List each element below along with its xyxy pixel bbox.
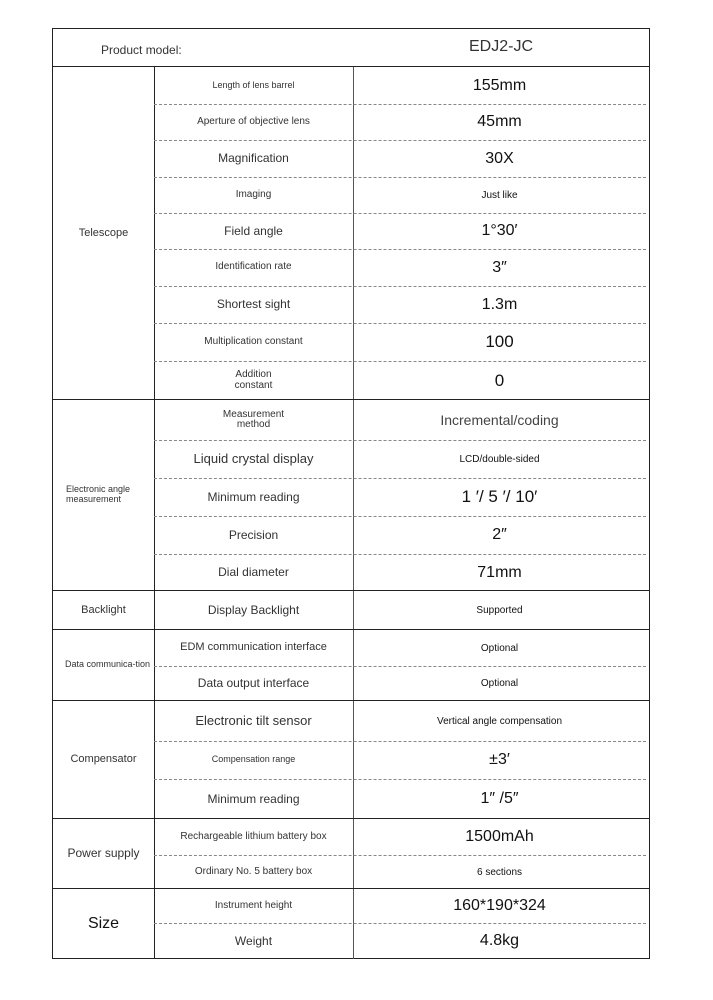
table-row bbox=[154, 177, 646, 214]
param-label: Data output interface bbox=[197, 676, 310, 691]
param-label: Shortest sight bbox=[216, 297, 291, 312]
param-label: Liquid crystal display bbox=[193, 451, 314, 467]
group-size bbox=[53, 889, 649, 959]
param-label: Instrument height bbox=[214, 899, 293, 911]
table-row bbox=[154, 400, 646, 441]
param-value: Incremental/coding bbox=[440, 412, 559, 428]
table-row bbox=[154, 213, 646, 250]
table-row bbox=[154, 630, 646, 667]
group-name: Electronic angle measurement bbox=[66, 484, 131, 504]
param-value: 1500mAh bbox=[465, 828, 534, 845]
param-value: 160*190*324 bbox=[453, 897, 546, 914]
param-label: Measurement method bbox=[222, 408, 285, 430]
param-label: Field angle bbox=[224, 223, 283, 238]
param-label: Minimum reading bbox=[207, 791, 300, 806]
table-row bbox=[154, 889, 646, 924]
param-label: Rechargeable lithium battery box bbox=[180, 830, 327, 842]
table-row bbox=[154, 440, 646, 479]
param-value: 6 sections bbox=[476, 866, 523, 878]
param-label: Identification rate bbox=[215, 261, 292, 273]
param-value: 45mm bbox=[477, 113, 522, 130]
group-power-supply bbox=[53, 819, 649, 889]
table-row bbox=[154, 701, 646, 742]
param-label: Weight bbox=[234, 933, 273, 948]
table-row bbox=[154, 323, 646, 362]
param-value: 1″ /5″ bbox=[480, 790, 519, 807]
param-value: 100 bbox=[485, 332, 514, 351]
group-data-communication bbox=[53, 630, 649, 701]
param-value: Supported bbox=[476, 605, 523, 616]
table-row bbox=[154, 361, 646, 400]
table-row bbox=[154, 819, 646, 856]
group-backlight bbox=[53, 591, 649, 630]
param-value: 3″ bbox=[492, 258, 507, 276]
group-name: Power supply bbox=[67, 845, 140, 860]
group-name: Size bbox=[87, 915, 120, 933]
table-row bbox=[154, 741, 646, 780]
param-label: Minimum reading bbox=[207, 489, 300, 504]
param-value: Vertical angle compensation bbox=[436, 715, 563, 727]
group-name: Backlight bbox=[81, 603, 126, 616]
param-value: 155mm bbox=[472, 76, 527, 94]
param-label: Display Backlight bbox=[207, 603, 300, 618]
param-value: Optional bbox=[480, 642, 519, 654]
param-value: 1°30′ bbox=[481, 222, 518, 239]
group-name: Compensator bbox=[70, 753, 137, 766]
table-row bbox=[154, 779, 646, 819]
param-value: 30X bbox=[485, 149, 514, 167]
param-value: 1.3m bbox=[481, 295, 518, 313]
table-row bbox=[154, 286, 646, 324]
table-row bbox=[154, 249, 646, 287]
group-telescope bbox=[53, 67, 649, 400]
table-row bbox=[154, 516, 646, 555]
param-label: EDM communication interface bbox=[180, 641, 327, 654]
table-row bbox=[154, 104, 646, 141]
param-value: 4.8kg bbox=[479, 932, 520, 949]
product-model-row bbox=[53, 29, 649, 67]
param-value: ±3′ bbox=[489, 751, 510, 768]
table-row bbox=[154, 140, 646, 178]
param-value: Optional bbox=[480, 678, 519, 689]
group-name: Telescope bbox=[78, 226, 129, 239]
param-value: 0 bbox=[494, 370, 505, 390]
param-label: Length of lens barrel bbox=[212, 79, 295, 90]
table-row bbox=[154, 478, 646, 517]
table-row bbox=[154, 855, 646, 889]
param-label: Ordinary No. 5 battery box bbox=[194, 865, 313, 877]
param-label: Addition constant bbox=[234, 369, 273, 391]
table-row bbox=[154, 923, 646, 959]
table-row bbox=[154, 67, 646, 105]
param-label: Dial diameter bbox=[218, 565, 289, 580]
param-value: 1 ′/ 5 ′/ 10′ bbox=[461, 487, 538, 506]
param-label: Precision bbox=[228, 527, 279, 542]
table-row bbox=[154, 591, 646, 630]
table-row bbox=[154, 554, 646, 591]
param-value: LCD/double-sided bbox=[459, 453, 540, 465]
table-row bbox=[154, 666, 646, 701]
product-model-value: EDJ2-JC bbox=[468, 38, 533, 55]
group-compensator bbox=[53, 701, 649, 819]
param-value: Just like bbox=[481, 189, 518, 201]
param-value: 71mm bbox=[477, 563, 522, 581]
group-electronic-angle-measurement bbox=[53, 400, 649, 591]
param-label: Magnification bbox=[218, 151, 289, 166]
param-label: Electronic tilt sensor bbox=[195, 713, 312, 729]
param-label: Multiplication constant bbox=[204, 335, 303, 347]
spec-table bbox=[52, 28, 650, 959]
param-label: Compensation range bbox=[211, 754, 296, 765]
param-label: Imaging bbox=[235, 188, 272, 200]
product-model-label: Product model: bbox=[101, 43, 182, 57]
param-label: Aperture of objective lens bbox=[197, 115, 310, 127]
param-value: 2″ bbox=[492, 526, 507, 543]
group-name: Data communica-tion bbox=[65, 659, 151, 670]
